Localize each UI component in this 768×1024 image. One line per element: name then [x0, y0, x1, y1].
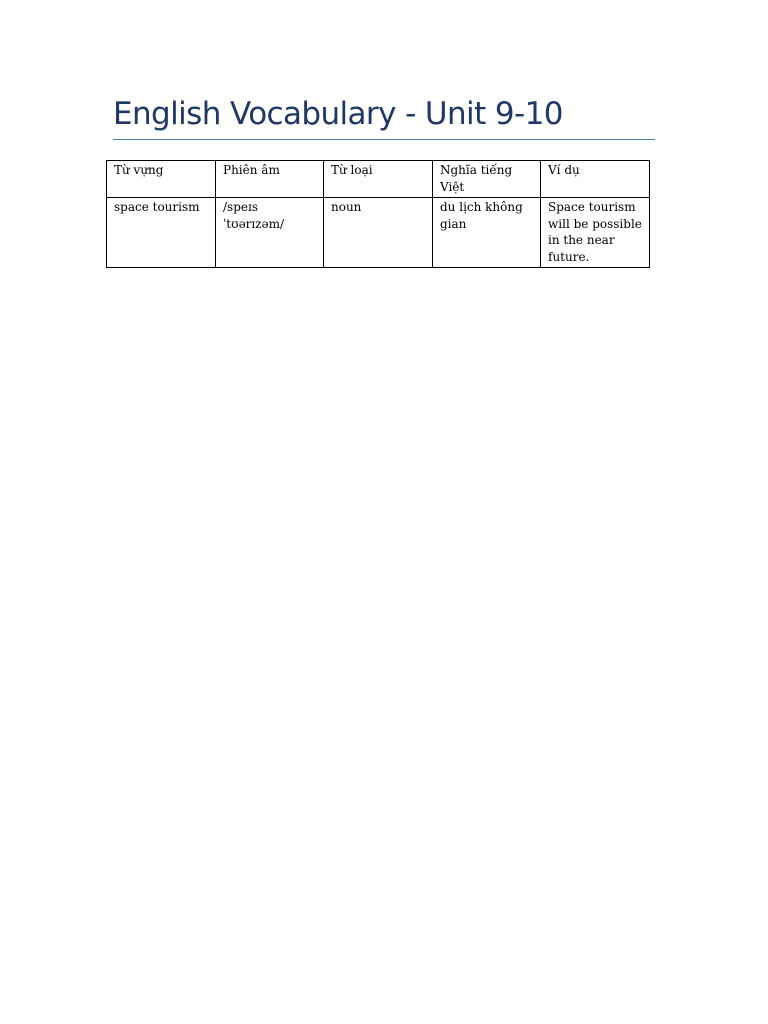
cell-vocabulary: space tourism	[107, 198, 216, 268]
table-row	[107, 198, 650, 268]
header-cell-vocabulary: Từ vựng	[107, 161, 216, 198]
cell-word-type: noun	[324, 198, 433, 268]
table-header-row	[107, 161, 650, 198]
cell-vietnamese-meaning: du lịch không gian	[433, 198, 541, 268]
header-cell-pronunciation: Phiên âm	[216, 161, 324, 198]
header-cell-vietnamese-meaning: Nghĩa tiếng Việt	[433, 161, 541, 198]
header-cell-word-type: Từ loại	[324, 161, 433, 198]
title-underline	[113, 139, 655, 140]
header-cell-example: Ví dụ	[541, 161, 650, 198]
page-title: English Vocabulary - Unit 9-10	[113, 96, 563, 132]
vocabulary-table	[106, 160, 650, 268]
cell-example: Space tourism will be possible in the near future.	[541, 198, 650, 268]
cell-pronunciation: /speɪs ˈtʊərɪzəm/	[216, 198, 324, 268]
